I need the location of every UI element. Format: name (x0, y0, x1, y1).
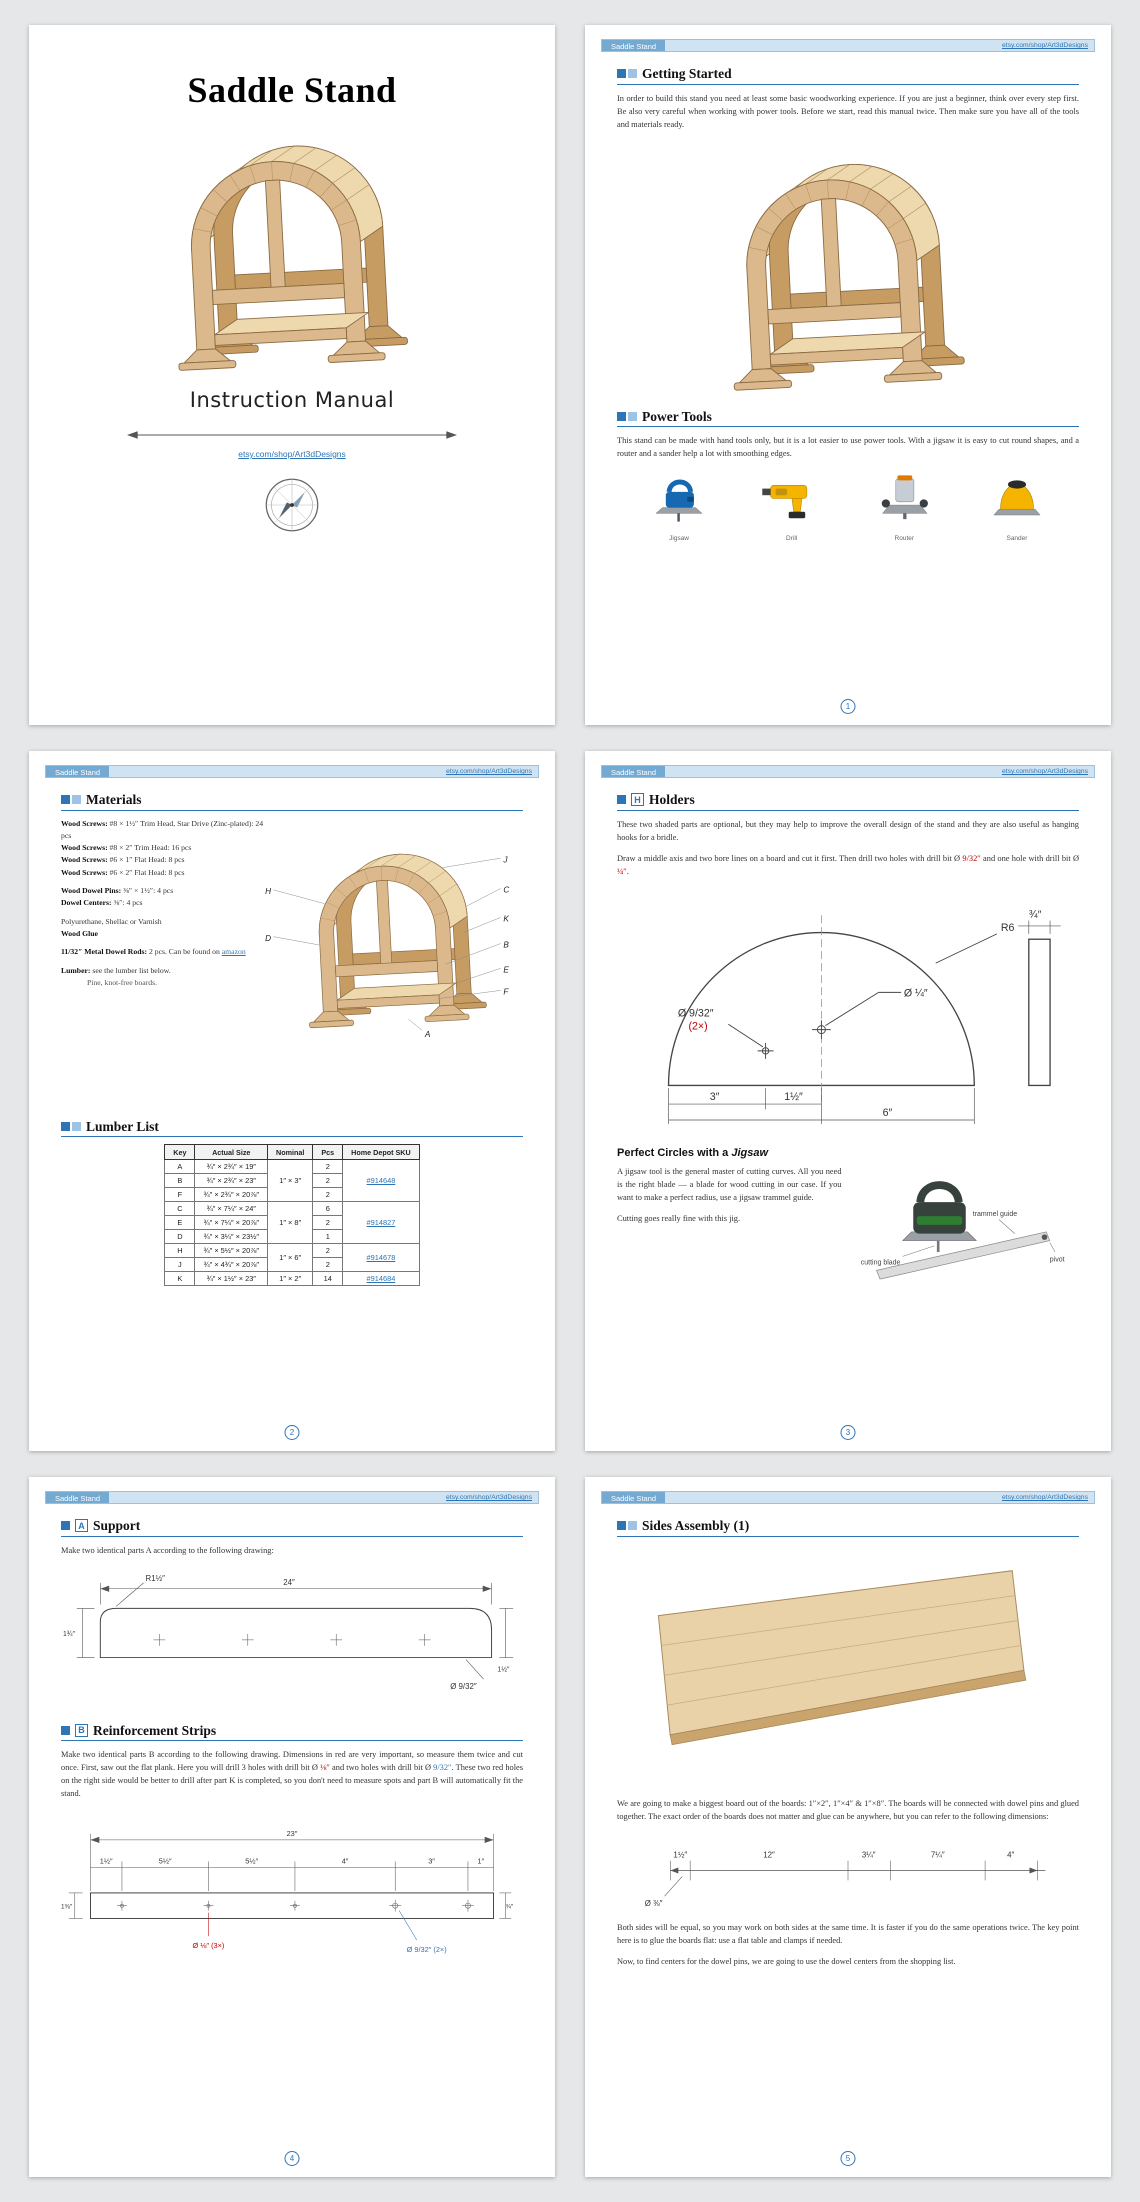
page-number: 4 (285, 2151, 300, 2166)
section-bullet-icon (617, 795, 626, 804)
page-header-title: Saddle Stand (46, 766, 109, 777)
col-sku: Home Depot SKU (343, 1145, 420, 1160)
tool-label: Jigsaw (669, 535, 689, 543)
section-title: Support (93, 1518, 141, 1533)
part-letter-badge: B (75, 1724, 88, 1737)
paragraph: We are going to make a biggest board out of the boards: 1″×2″, 1″×4″ & 1″×8″. The boards will be connected with dowel pins and glued together. The exact order of the boards does not matter and glue can be anywhere, but you can refer to the following dimensions: (617, 1798, 1079, 1821)
jigsaw-label-pivot: pivot (1049, 1256, 1065, 1264)
materials-illustration (261, 832, 533, 1047)
tool-drill (744, 472, 840, 542)
dim-label: R1½″ (145, 1573, 165, 1583)
paragraph: Make two identical parts B according to the following drawing. Dimensions in red are very important, so measure them twice and cut once. First, saw out the flat plank. Here you will drill 3 holes with drill bit Ø ⅛″ and two holes with drill bit Ø 9/32″. These two red holes on the right side would be better to drill after part K is completed, so you don't need to measure spots and part B will automatically fit the stand. (61, 1750, 523, 1799)
page-number: 3 (841, 1425, 856, 1440)
dim-label: 1″ (477, 1856, 485, 1866)
part-letter-badge: A (75, 1519, 88, 1532)
paragraph: This stand can be made with hand tools only, but it is a lot easier to use power tools. With a jigsaw it is easy to cut round shapes, and a router and a sander help a lot with smoothing edges. (617, 436, 1079, 459)
list-item: Wood Glue (61, 929, 98, 938)
paragraph: In order to build this stand you need at least some basic woodworking experience. If you are just a beginner, think over every step first. Be also very careful when working with power tools. Before we start, read this manual twice. Then make sure you have all of the tools and materials ready. (617, 93, 1079, 129)
jigsaw-icon (646, 472, 712, 525)
sides-dimension-drawing (631, 1831, 1065, 1910)
section-title: Power Tools (642, 408, 712, 424)
dim-label: Ø ¼″ (903, 986, 928, 999)
table-row: B ¾″ × 2¾″ × 23″ 2 (165, 1174, 419, 1188)
page-header-title: Saddle Stand (602, 40, 665, 51)
drill-icon (759, 472, 825, 525)
list-item: Wood Screws: #8 × 2″ Trim Head: 16 pcs (61, 843, 192, 853)
subheading-perfect-circles: Perfect Circles with a Jigsaw (617, 1146, 769, 1159)
power-tools-row (617, 468, 1079, 542)
dim-label: 24″ (283, 1577, 295, 1587)
col-size: Actual Size (195, 1145, 268, 1160)
list-item: Dowel Centers: ⅜″: 4 pcs (61, 898, 143, 908)
tool-jigsaw (631, 472, 727, 542)
page-header (45, 1491, 539, 1504)
page-support-reinforcement (29, 1477, 555, 2177)
section-heading-support (61, 1519, 523, 1537)
paragraph: A jigsaw tool is the general master of cutting curves. All you need is the right blade — a blade for wood cutting in our case. If you want to make a perfect radius, use a jigsaw trammel guide. (617, 1166, 842, 1202)
cover-title: Saddle Stand (187, 70, 397, 110)
dim-label: Ø 9/32″ (450, 1681, 477, 1691)
materials-list (61, 818, 273, 990)
dim-label: Ø 9/32″ (677, 1006, 714, 1019)
part-letter-badge: H (631, 793, 644, 806)
section-bullet-icon (617, 69, 626, 78)
section-bullet-icon (617, 1521, 626, 1530)
page-holders (585, 751, 1111, 1451)
callout-letter: K (503, 914, 509, 924)
section-heading-getting-started (617, 67, 1079, 85)
saddle-stand-render (143, 121, 441, 379)
section-title: Materials (86, 792, 142, 807)
col-key: Key (165, 1145, 195, 1160)
cover-subtitle: Instruction Manual (189, 388, 395, 412)
section-bullet2-icon (72, 795, 81, 804)
jigsaw-label-guide: trammel guide (972, 1210, 1017, 1218)
section-bullet2-icon (628, 412, 637, 421)
paragraph: Draw a middle axis and two bore lines on a board and cut it first. Then drill two holes with drill bit Ø 9/32″ and one hole with drill bit Ø ¼″. (617, 853, 1080, 876)
dim-label: 6″ (882, 1106, 893, 1119)
sku-link[interactable]: #914648 (366, 1176, 396, 1185)
callout-letter: B (503, 940, 509, 950)
page-materials (29, 751, 555, 1451)
table-row: J ¾″ × 4¾″ × 20⅞″ 2 (165, 1258, 419, 1272)
cover-illustration (29, 121, 555, 384)
section-bullet-icon (61, 795, 70, 804)
page-number: 2 (285, 1425, 300, 1440)
dim-label: R6 (1000, 921, 1015, 934)
section-title: Lumber List (86, 1118, 159, 1134)
paragraph: Cutting goes really fine with this jig. (617, 1213, 741, 1223)
dim-label: 1½″ (784, 1090, 803, 1103)
page-header-link[interactable]: etsy.com/shop/Art3dDesigns (445, 1494, 532, 1501)
dim-label: 1⅜″ (61, 1903, 73, 1911)
list-item: Polyurethane, Shellac or Varnish (61, 916, 162, 926)
dim-label-red: Ø ⅛″ (3×) (192, 1941, 225, 1951)
page-header (45, 765, 539, 778)
section-bullet-icon (61, 1726, 70, 1735)
dim-label: 7¼″ (930, 1850, 945, 1860)
callout-letter: D (265, 933, 272, 943)
page-header-link[interactable]: etsy.com/shop/Art3dDesigns (445, 768, 532, 775)
page-getting-started (585, 25, 1111, 725)
section-heading-holders (617, 793, 1079, 811)
page-header-title: Saddle Stand (602, 1492, 665, 1503)
dim-label: Ø ⅜″ (644, 1898, 663, 1908)
dim-label: 1½″ (673, 1850, 688, 1860)
section-heading-power-tools (617, 410, 1079, 428)
callout-letter: F (503, 986, 509, 996)
table-row: H ¾″ × 5½″ × 20⅞″ 1″ × 6″ 2 #914678 (165, 1244, 419, 1258)
section-heading-sides (617, 1519, 1079, 1537)
dim-label: ¾″ (505, 1903, 514, 1911)
list-item: Wood Dowel Pins: ⅜″ × 1½″: 4 pcs (61, 886, 174, 896)
dim-label: 1¾″ (62, 1630, 75, 1638)
table-row: F ¾″ × 2¾″ × 20⅞″ 2 (165, 1188, 419, 1202)
callout-letter: E (503, 964, 509, 974)
paragraph: Both sides will be equal, so you may work on both sides at the same time. It is faster if you do the same operations twice. The key point here is to glue the boards flat: use a flat table and clamps if needed. (617, 1922, 1079, 1945)
list-item: Wood Screws: #6 × 2″ Flat Head: 8 pcs (61, 867, 185, 877)
tool-router (856, 472, 952, 542)
cover-shop-link[interactable]: etsy.com/shop/Art3dDesigns (238, 449, 346, 459)
page-header (601, 1491, 1095, 1504)
dim-label: 3″ (709, 1090, 720, 1103)
page-header-link[interactable]: etsy.com/shop/Art3dDesigns (1001, 42, 1088, 49)
side-panel-illustration (633, 1553, 1063, 1778)
dim-label: ¾″ (1028, 908, 1042, 921)
section-bullet-icon (61, 1521, 70, 1530)
stand-callout-illustration (261, 832, 533, 1042)
table-row: E ¾″ × 7¼″ × 20⅞″ 2 (165, 1216, 419, 1230)
dim-label: 1½″ (497, 1665, 510, 1673)
dim-label: 1½″ (99, 1856, 113, 1866)
page-header-link[interactable]: etsy.com/shop/Art3dDesigns (1001, 1494, 1088, 1501)
table-row: A ¾″ × 2¾″ × 19″ 1″ × 3″ 2 #914648 (165, 1160, 419, 1174)
dim-label: 5½″ (245, 1856, 259, 1866)
page-header-title: Saddle Stand (602, 766, 665, 777)
support-drawing (61, 1569, 523, 1695)
list-item: 11/32″ Metal Dowel Rods: 2 pcs. Can be found on amazon (61, 947, 246, 957)
router-icon (871, 472, 937, 525)
callout-letter: C (503, 885, 510, 895)
reinforcement-drawing (61, 1814, 523, 1962)
lumber-table (164, 1144, 419, 1286)
dim-label: 3″ (428, 1856, 435, 1866)
list-item: Wood Screws: #6 × 1″ Flat Head: 8 pcs (61, 855, 185, 865)
section-bullet-icon (61, 1122, 70, 1131)
sku-link[interactable]: #914684 (366, 1274, 396, 1283)
tool-sander (969, 472, 1065, 542)
dim-label: 4″ (1007, 1850, 1015, 1860)
dim-label-red: (2×) (688, 1020, 708, 1033)
tool-label: Drill (786, 535, 798, 543)
sku-link[interactable]: #914827 (366, 1218, 396, 1227)
stand-illustration (698, 139, 998, 399)
dim-label: 12″ (763, 1850, 775, 1860)
jigsaw-trammel-illustration (852, 1165, 1080, 1297)
paragraph: These two shaded parts are optional, but they may help to improve the overall design of the stand and they are also useful as hanging hooks for a bridle. (617, 819, 1079, 842)
amazon-link[interactable]: amazon (221, 947, 246, 957)
section-title: Getting Started (642, 66, 732, 81)
section-bullet2-icon (72, 1122, 81, 1131)
callout-letter: J (503, 854, 508, 864)
dim-label-blue: Ø 9/32″ (2×) (406, 1944, 447, 1954)
jigsaw-label-blade: cutting blade (860, 1258, 900, 1266)
section-heading-lumber-list (61, 1120, 523, 1138)
table-row: K ¾″ × 1½″ × 23″ 1″ × 2″ 14 #914684 (165, 1272, 419, 1286)
paragraph: Make two identical parts A according to the following drawing: (61, 1545, 274, 1555)
section-title: Reinforcement Strips (93, 1722, 217, 1738)
page-header-title: Saddle Stand (46, 1492, 109, 1503)
dim-label: 3¼″ (861, 1850, 876, 1860)
list-item: Lumber: see the lumber list below. Pine, knot-free boards. (61, 965, 171, 987)
compass-logo (262, 475, 322, 535)
page-header (601, 765, 1095, 778)
section-bullet2-icon (628, 69, 637, 78)
sku-link[interactable]: #914678 (366, 1253, 396, 1262)
table-row: C ¾″ × 7¼″ × 24″ 1″ × 8″ 6 #914827 (165, 1202, 419, 1216)
materials-block (61, 818, 523, 1120)
table-row: D ¾″ × 3¼″ × 23½″ 1 (165, 1230, 419, 1244)
section-heading-materials (61, 793, 523, 811)
page-header (601, 39, 1095, 52)
dim-label: 4″ (341, 1856, 349, 1866)
section-title: Holders (649, 792, 695, 807)
page-sides-assembly (585, 1477, 1111, 2177)
dim-label: 5½″ (158, 1856, 172, 1866)
col-pcs: Pcs (313, 1145, 343, 1160)
page-cover (29, 25, 555, 725)
page-header-link[interactable]: etsy.com/shop/Art3dDesigns (1001, 768, 1088, 775)
section-bullet2-icon (628, 1521, 637, 1530)
page-number: 5 (841, 2151, 856, 2166)
sander-icon (984, 472, 1050, 525)
callout-letter: A (424, 1029, 431, 1039)
tool-label: Sander (1006, 535, 1028, 543)
list-item: Wood Screws: #8 × 1½″ Trim Head, Star Drive (Zinc-plated): 24 pcs (61, 818, 264, 840)
paragraph: Now, to find centers for the dowel pins, we are going to use the dowel centers from the shopping list. (617, 1956, 956, 1966)
table-header-row (165, 1145, 419, 1160)
dimension-arrow (127, 428, 457, 442)
section-bullet-icon (617, 412, 626, 421)
dim-label: 23″ (286, 1828, 298, 1838)
col-nominal: Nominal (268, 1145, 313, 1160)
callout-letter: H (265, 886, 272, 896)
section-title: Sides Assembly (1) (642, 1518, 750, 1533)
section-heading-reinforcement (61, 1724, 523, 1742)
tool-label: Router (894, 535, 915, 543)
holder-drawing (622, 886, 1074, 1132)
page-number: 1 (841, 699, 856, 714)
